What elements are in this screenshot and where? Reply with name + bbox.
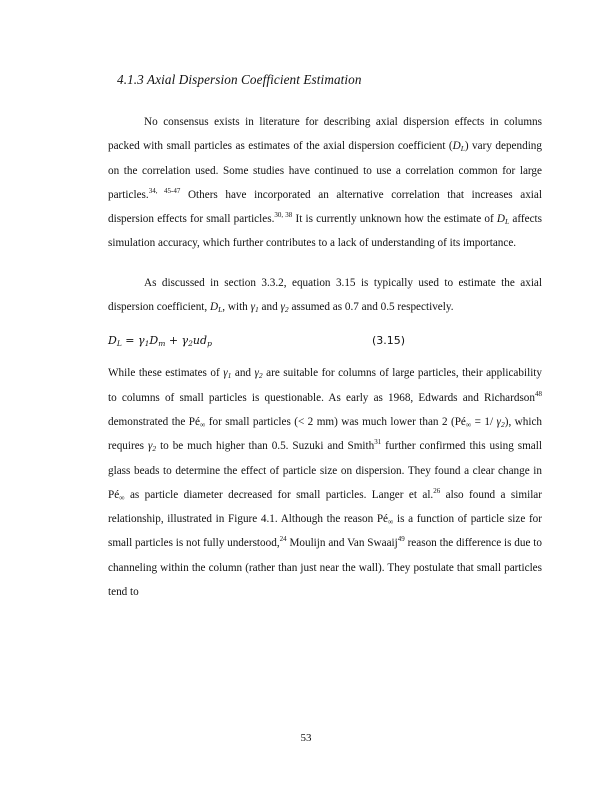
citation-superscript: 26 bbox=[433, 486, 441, 495]
text-run: is a function of particle size for small particles is not fully understood, bbox=[108, 513, 542, 550]
text-run: for small particles (< 2 mm) was much lower than 2 (Pé bbox=[205, 415, 466, 428]
subscript-L: L bbox=[218, 305, 223, 315]
eq-D: D bbox=[149, 334, 159, 348]
eq-equals-gamma: = γ bbox=[121, 334, 145, 348]
subscript-infinity: ∞ bbox=[199, 419, 206, 429]
symbol-D: D bbox=[210, 301, 219, 314]
text-run: Others have incorporated an alternative correlation that increases axial dispersion effects for small particles. bbox=[108, 188, 542, 226]
text-run: are suitable for columns of large particles, their applicability to columns of small particles is questionable. As early as 1968, Edwards and Richardson bbox=[108, 367, 543, 404]
text-run: further confirmed this using small glass beads to determine the effect of particle size on dispersion. They found a clear change in Pé bbox=[108, 440, 542, 501]
citation-superscript: 48 bbox=[535, 389, 542, 398]
eq-sub-p: p bbox=[207, 339, 212, 349]
citation-superscript: 34, 45-47 bbox=[148, 186, 181, 195]
text-run: and bbox=[258, 301, 281, 314]
symbol-D: D bbox=[496, 213, 506, 226]
symbol-gamma: γ bbox=[147, 440, 153, 453]
subscript-1: 1 bbox=[254, 305, 259, 315]
symbol-D: D bbox=[452, 140, 461, 153]
text-run: and bbox=[231, 367, 255, 380]
subscript-infinity: ∞ bbox=[465, 419, 472, 429]
text-run: It is currently unknown how the estimate of bbox=[292, 213, 497, 226]
subscript-L: L bbox=[505, 217, 510, 227]
citation-superscript: 24 bbox=[279, 535, 287, 544]
eq-sub-L: L bbox=[116, 339, 122, 349]
subscript-L: L bbox=[460, 144, 465, 154]
text-run: As discussed in section 3.3.2, equation 3.15 is typically used to estimate the axial dispersion coefficient, bbox=[108, 276, 542, 314]
equation-expression bbox=[108, 329, 212, 353]
paragraph-3 bbox=[108, 361, 542, 604]
eq-D: D bbox=[108, 334, 117, 348]
citation-superscript: 30, 38 bbox=[274, 211, 293, 220]
text-run: reason the difference is due to channeling within the column (rather than just near the wall). They postulate that small particles tend to bbox=[108, 537, 542, 599]
eq-sub-2: 2 bbox=[188, 339, 193, 349]
citation-superscript: 31 bbox=[374, 438, 382, 447]
symbol-gamma: γ bbox=[250, 301, 255, 314]
text-run: demonstrated the Pé bbox=[108, 415, 200, 428]
eq-plus-gamma: + γ bbox=[165, 334, 189, 348]
text-run: ) vary depending on the correlation used. Some studies have continued to use a correlation common for large particles. bbox=[108, 140, 542, 201]
symbol-gamma: γ bbox=[280, 301, 285, 314]
subscript-1: 1 bbox=[227, 371, 232, 381]
text-run: also found a similar relationship, illustrated in Figure 4.1. Although the reason Pé bbox=[108, 488, 542, 526]
text-run: , with bbox=[222, 301, 251, 314]
subscript-2: 2 bbox=[258, 371, 263, 381]
symbol-gamma: γ bbox=[254, 367, 259, 380]
text-run: ), which requires bbox=[108, 415, 543, 453]
symbol-gamma: γ bbox=[223, 367, 228, 380]
body-text bbox=[108, 110, 542, 604]
paragraph-2 bbox=[108, 271, 542, 320]
page-number: 53 bbox=[300, 732, 312, 744]
subscript-2: 2 bbox=[500, 419, 505, 429]
text-run: to be much higher than 0.5. Suzuki and Smith bbox=[156, 440, 375, 453]
text-run: No consensus exists in literature for describing axial dispersion effects in columns packed with small particles as estimates of the axial dispersion coefficient ( bbox=[108, 116, 542, 153]
equation-3-15 bbox=[108, 325, 542, 361]
subscript-infinity: ∞ bbox=[119, 492, 125, 502]
symbol-gamma: γ bbox=[496, 415, 501, 428]
subscript-2: 2 bbox=[284, 305, 289, 315]
eq-sub-1: 1 bbox=[144, 339, 150, 349]
eq-sub-m: m bbox=[158, 339, 166, 349]
subscript-infinity: ∞ bbox=[388, 517, 394, 527]
eq-ud: ud bbox=[192, 334, 208, 348]
equation-number: (3.15) bbox=[372, 334, 406, 348]
text-run: assumed as 0.7 and 0.5 respectively. bbox=[288, 301, 454, 314]
text-run: Moulijn and Van Swaaij bbox=[286, 537, 398, 550]
section-heading: 4.1.3 Axial Dispersion Coefficient Estimation bbox=[117, 72, 362, 87]
text-run: While these estimates of bbox=[108, 367, 224, 380]
paragraph-1 bbox=[108, 110, 542, 256]
text-run: affects simulation accuracy, which further contributes to a lack of understanding of its importance. bbox=[108, 213, 542, 250]
citation-superscript: 49 bbox=[397, 535, 405, 544]
subscript-2: 2 bbox=[152, 444, 157, 454]
text-run: as particle diameter decreased for small particles. Langer et al. bbox=[124, 488, 434, 501]
text-run: = 1/ bbox=[471, 415, 497, 428]
